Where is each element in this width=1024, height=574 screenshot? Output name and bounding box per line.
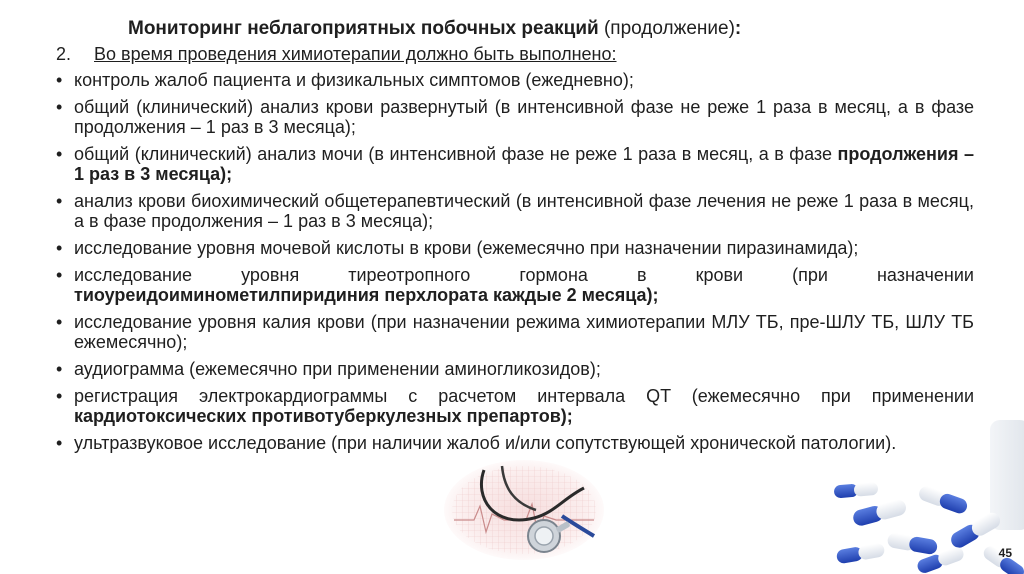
list-item: • исследование уровня калия крови (при назначении режима химиотерапии МЛУ ТБ, пре-ШЛУ ТБ, ШЛУ ТБ ежемесячно);: [56, 312, 974, 352]
stethoscope-image: [444, 458, 604, 560]
section-number: 2.: [56, 44, 72, 64]
list-item: • исследование уровня тиреотропного гормона в крови (при назначении тиоуреидоиминометилпиридиния перхлората каждые 2 месяца);: [56, 265, 974, 305]
list-item: • анализ крови биохимический общетерапевтический (в интенсивной фазе лечения не реже 1 раза в месяц, а в фазе продолжения – 1 раз в 3 месяца);: [56, 191, 974, 231]
list-item: • исследование уровня мочевой кислоты в крови (ежемесячно при назначении пиразинамида);: [56, 238, 974, 258]
list-item: • общий (клинический) анализ крови развернутый (в интенсивной фазе не реже 1 раза в месяц, а в фазе продолжения – 1 раз в 3 месяца);: [56, 97, 974, 137]
list-item: • контроль жалоб пациента и физикальных симптомов (ежедневно);: [56, 70, 974, 90]
list-item: • ультразвуковое исследование (при наличии жалоб и/или сопутствующей хронической патологии).: [56, 433, 974, 453]
slide-title: [128, 18, 848, 40]
list-item: • общий (клинический) анализ мочи (в интенсивной фазе не реже 1 раза в месяц, а в фазе продолжения – 1 раз в 3 месяца);: [56, 144, 974, 184]
monitoring-list: [56, 70, 974, 460]
page-number: 45: [998, 546, 1012, 560]
pills-image: [822, 420, 1024, 574]
slide-title-colon: :: [734, 18, 742, 39]
slide-title-paren: (продолжение): [598, 18, 735, 39]
section-subtitle: [56, 44, 617, 65]
list-item: • регистрация электрокардиограммы с расчетом интервала QT (ежемесячно при применении кардиотоксических противотуберкулезных препартов);: [56, 386, 974, 426]
slide-title-main: Мониторинг неблагоприятных побочных реакций: [128, 18, 599, 39]
list-item: • аудиограмма (ежемесячно при применении аминогликозидов);: [56, 359, 974, 379]
section-heading: Во время проведения химиотерапии должно быть выполнено:: [94, 44, 617, 64]
